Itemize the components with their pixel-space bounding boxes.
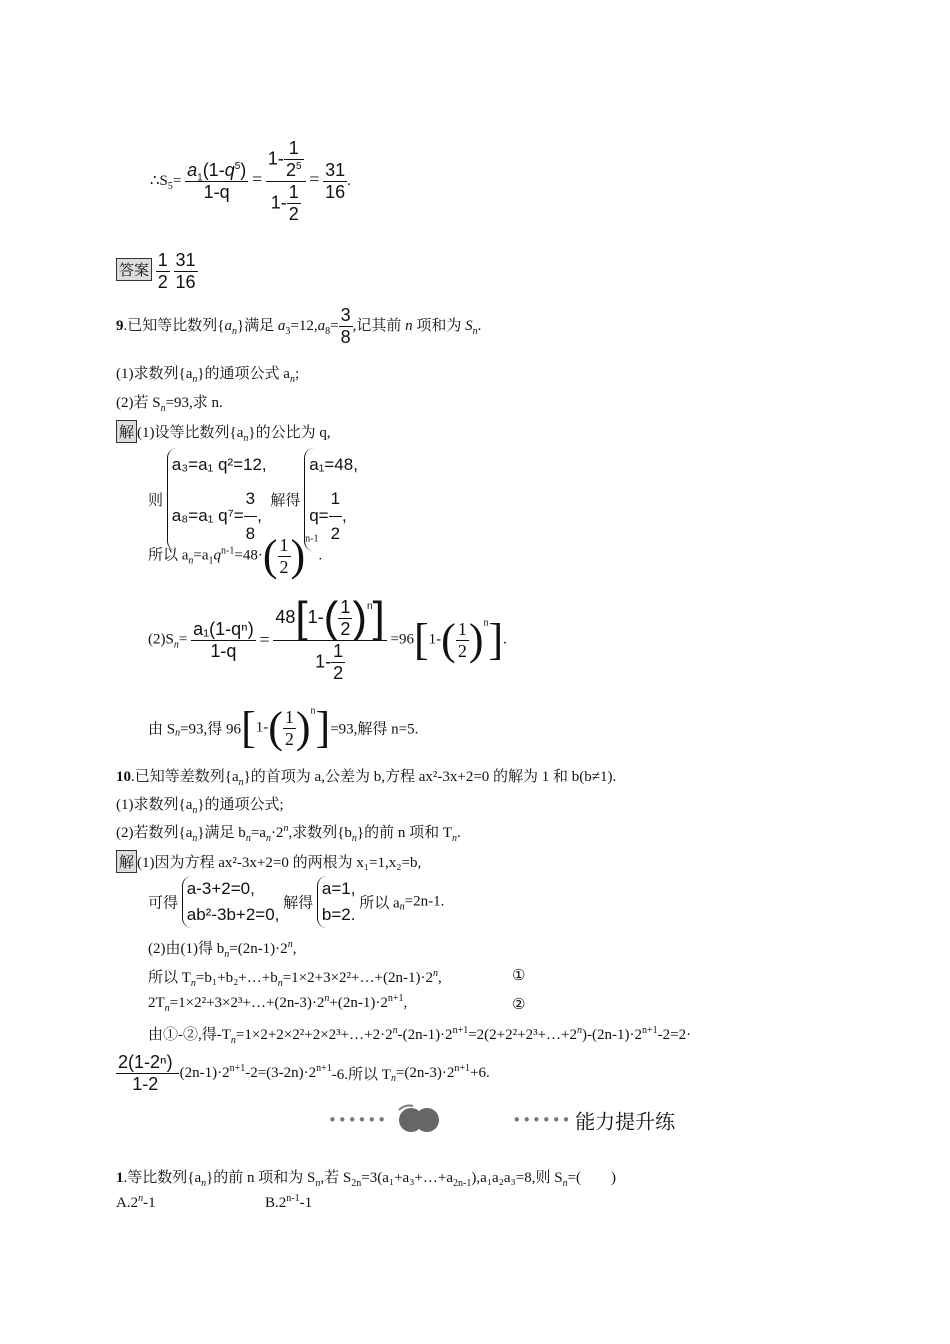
answer-frac-2: $\frac{31}{16}$ xyxy=(175,250,196,292)
s5-label: $\therefore S_5=$ xyxy=(150,172,182,192)
q9-part1: (1)求数列$\{a_n\}$的通项公式 $a_n$; xyxy=(116,366,300,385)
q1-statement: 1.等比数列$\{a_n\}$的前 n 项和为 $S_n$,若 $S_{2n}=3(a_1+a_3+\dots+a_{2n-1}),a_1a_2a_3=8$,则 $S_n=$( ) xyxy=(116,1170,617,1189)
sol9-general-term: 所以 $a_n=a_1q^{n-1}=48\cdot$( $\frac{1}{2}$ )$^{n-1}$. xyxy=(148,531,323,580)
answer-line xyxy=(116,250,198,293)
sol9-system: 则 a₃=a₁ q²=12, a₈=a₁ q⁷= $\frac{3}{8}$ , 解得 a₁=48, q= $\frac{1}{2}$ , xyxy=(148,448,358,551)
q9-statement: 9.已知等比数列$\{a_n\}$满足 $a_3=12,a_8=$ $\frac{3}{8}$ ,记其前 n 项和为 $S_n$. xyxy=(116,305,482,347)
q1-option-a: A.2$^n$-1 xyxy=(116,1193,156,1211)
sol10-line2: (2)由(1)得 $b_n=(2n-1)\cdot 2^n$, xyxy=(148,939,297,960)
q10-part2: (2)若数列$\{a_n\}$满足 $b_n=a_n\cdot 2^n$,求数列$\{b_n\}$的前 n 项和 $T_n$. xyxy=(116,823,461,844)
answer-frac-1: $\frac{1}{2}$ xyxy=(157,250,168,292)
marker-1: ① xyxy=(512,968,526,984)
sol9-final: 由 $S_n=93$,得 96[1-( $\frac{1}{2}$ )$^n$]=93,解得 n=5. xyxy=(148,703,419,752)
sol10-line6: $\frac{\text{2(1-2ⁿ)}}{1-2}$ $-(2n-1)\cdot 2^{n+1}-2=(3-2n)\cdot 2^{n+1}-6$.所以 $T_n=(2n-3)\cdot 2^{n+1}+6$. xyxy=(118,1052,490,1094)
q10-statement: 10.已知等差数列$\{a_n\}$的首项为 a,公差为 b,方程 ax²-3x+2=0 的解为 1 和 b(b≠1). xyxy=(116,769,617,788)
sol10-system: 可得 a-3+2=0, ab²-3b+2=0, 解得 a=1, b=2. 所以 $a_n=2n-1$. xyxy=(148,876,444,928)
sol9-sum-formula: $(2)S_n=$ $\frac{\text{a₁(1-qⁿ)}}{1-q}$ = 48[1-( $\frac{1}{2}$ )$^n$] 1- $\frac{1}{2}$ =96[1-( $\frac{1}{2}$ )$^n$]. xyxy=(148,593,507,683)
s5-result: $\frac{31}{16}$ xyxy=(325,160,346,202)
sol10-line3: 所以 $T_n=b_1+b_2+\dots+b_n=1\times 2+3\times 2^2+\dots+(2n-1)\cdot 2^n$, xyxy=(148,968,442,989)
s5-frac-1: $\frac{a_1(1-q^5)}{1-q}$ xyxy=(187,160,247,202)
solution-tag: 解 xyxy=(116,420,137,443)
answer-tag: 答案 xyxy=(116,258,152,281)
s5-frac-2: 1- $\frac{1}{2^5}$ 1- $\frac{1}{2}$ xyxy=(266,138,306,225)
marker-2: ② xyxy=(512,997,526,1013)
s5-formula: $\therefore S_5=$ $\frac{a_1(1-q^5)}{1-q}$ = 1- $\frac{1}{2^5}$ 1- $\frac{1}{2}$ = $\frac{31}{16}$ . xyxy=(150,138,351,224)
section-title: 能力提升练 xyxy=(575,1109,676,1134)
q10-part1: (1)求数列$\{a_n\}$的通项公式; xyxy=(116,797,284,816)
section-rings-icon xyxy=(391,1104,447,1136)
sol10-line5: 由①-②,得$-T_n=1\times 2+2\times 2^2+2\times 2^3+\dots+2\cdot 2^n-(2n-1)\cdot 2^{n+1}=2(2+2^2+2^3+\dots+2^n)-(2n-1)\cdot 2^{n+1}-2=2\cdot$ xyxy=(148,1025,692,1046)
sol10-line1: 解 (1)因为方程 ax²-3x+2=0 的两根为 x₁=1,x₂=b, xyxy=(116,850,421,873)
sol9-line1: 解 (1)设等比数列$\{a_n\}$的公比为 q, xyxy=(116,420,331,443)
sol10-line4: $2T_n=1\times 2^2+3\times 2^3+\dots+(2n-3)\cdot 2^n+(2n-1)\cdot 2^{n+1}$, xyxy=(148,993,408,1014)
q1-option-b: B.2$^{n-1}$-1 xyxy=(265,1193,313,1211)
section-header: •••••• •••••• 能力提升练 xyxy=(328,1104,675,1136)
q9-part2: (2)若 $S_n=93$,求 n. xyxy=(116,395,223,414)
solution-tag: 解 xyxy=(116,850,137,873)
